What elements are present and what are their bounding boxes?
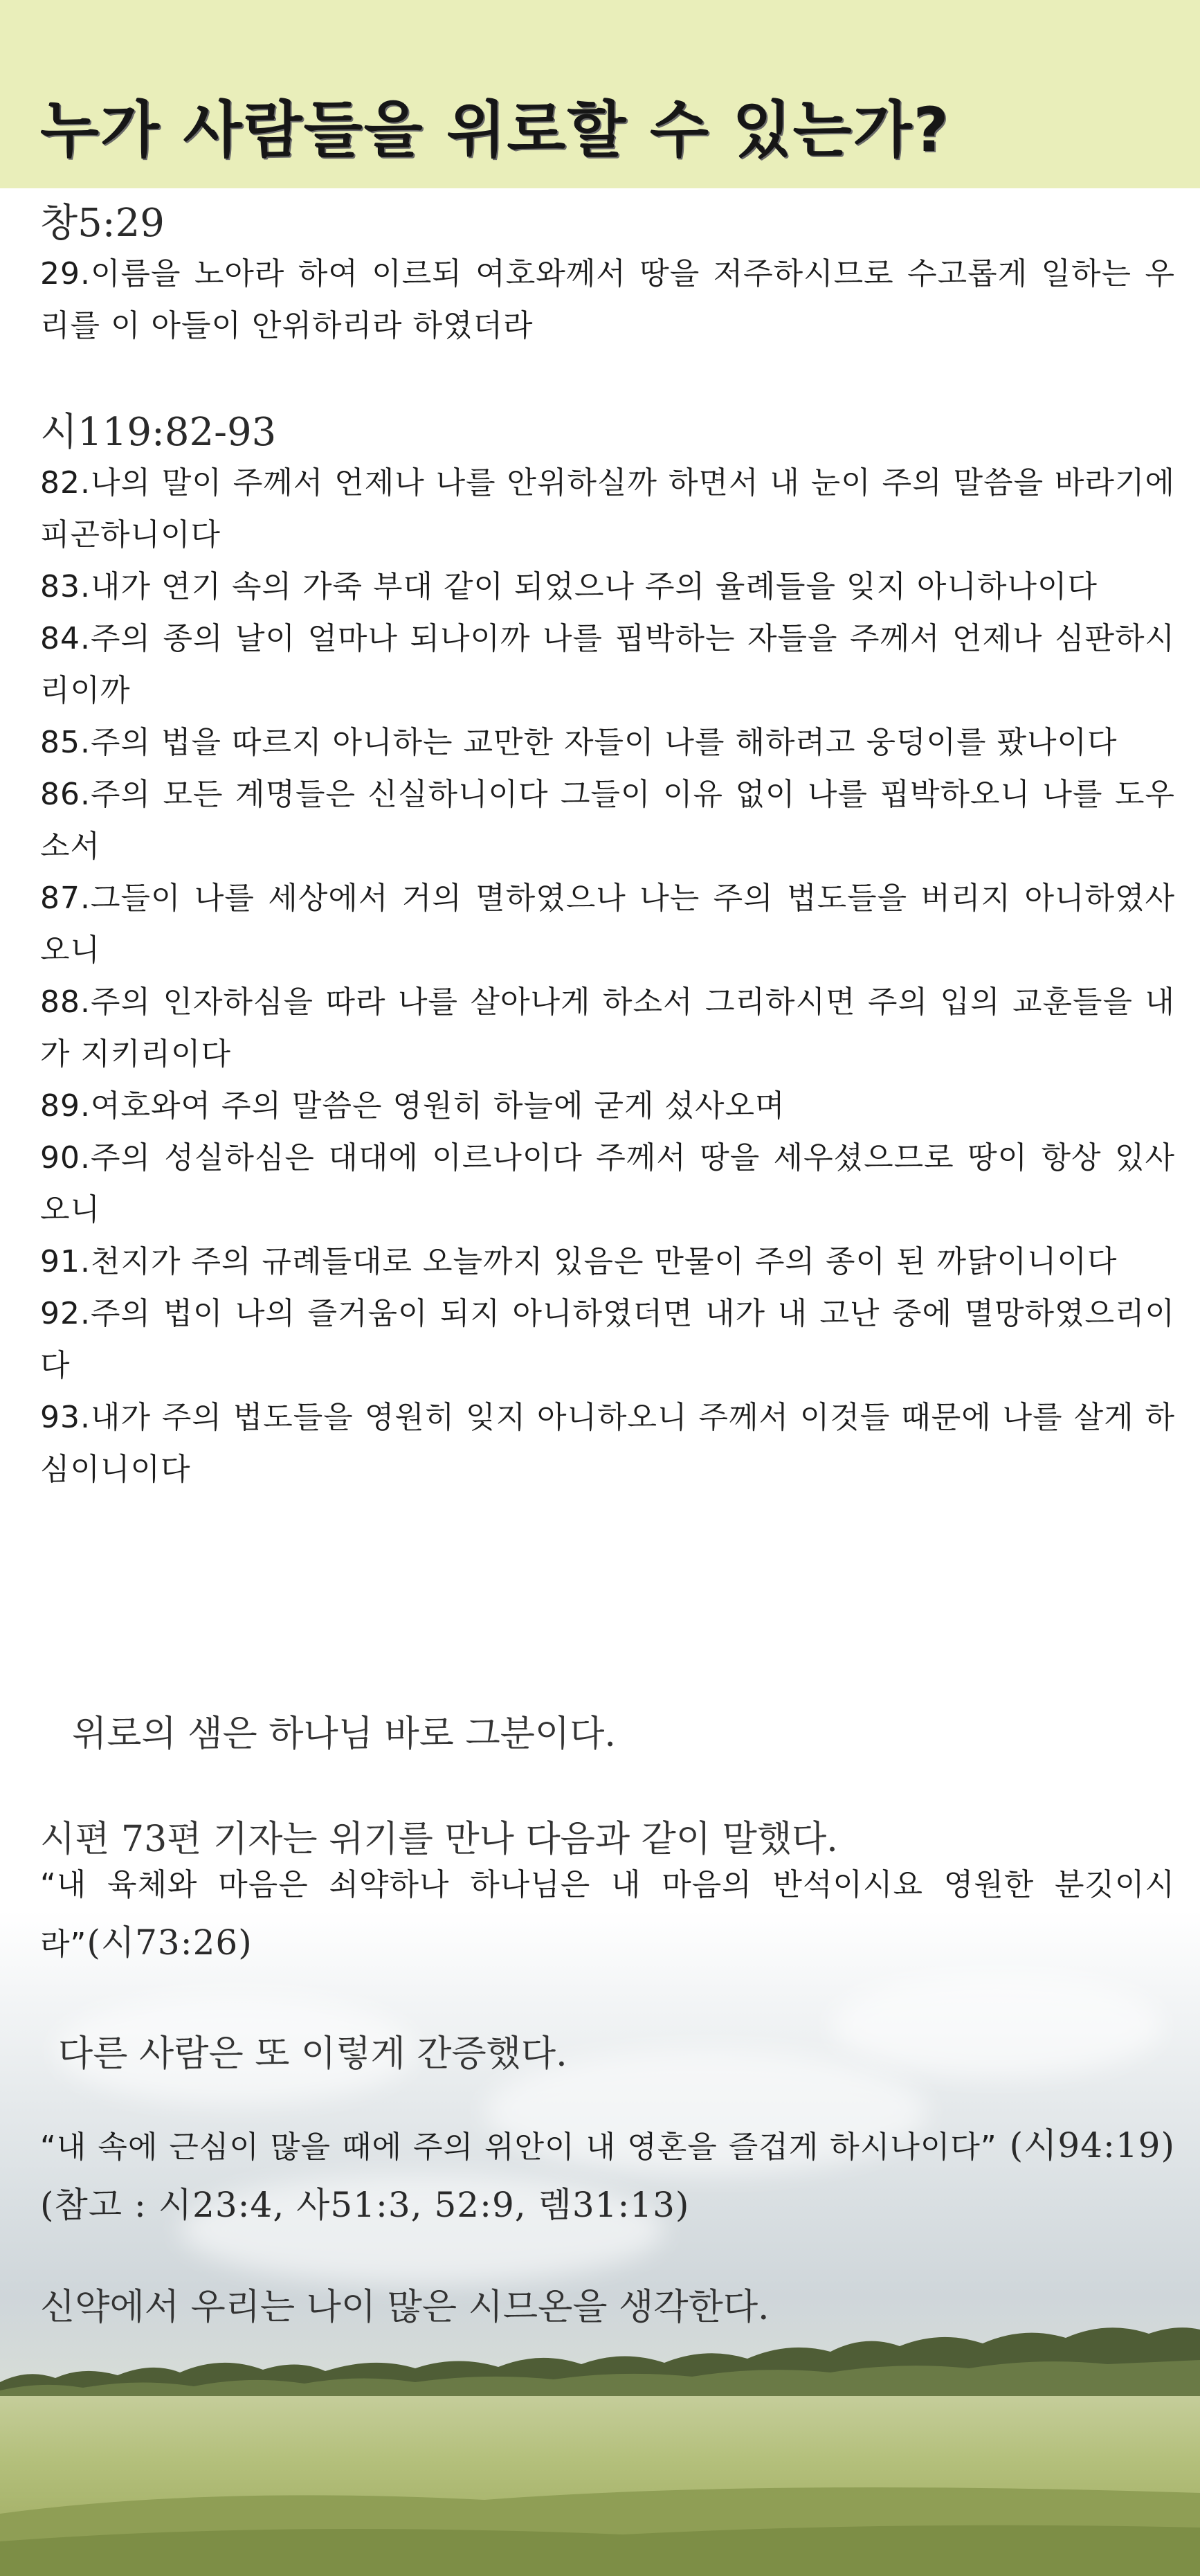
- page-title: 누가 사람들을 위로할 수 있는가?: [40, 94, 950, 165]
- body-line-fountain: 위로의 샘은 하나님 바로 그분이다.: [72, 1713, 616, 1755]
- scripture-section-psalm119: [40, 408, 1175, 1495]
- title-banner: [0, 0, 1200, 188]
- body-line-psalm73: 시편 73편 기자는 위기를 만나 다음과 같이 말했다.: [40, 1819, 838, 1860]
- verse: 84.주의 종의 날이 얼마나 되나이까 나를 핍박하는 자들을 주께서 언제나 심판하시리이까: [40, 621, 1175, 708]
- body-line-simeon: 신약에서 우리는 나이 많은 시므온을 생각한다.: [40, 2287, 770, 2328]
- scripture-reference: 시119:82-93: [40, 410, 277, 455]
- background-landscape: [0, 1911, 1200, 2576]
- quote-text: “내 속에 근심이 많을 때에 주의 위안이 내 영혼을 즐겁게 하시나이다”: [40, 2129, 997, 2165]
- quote-reference: (시94:19) (참고 : 시23:4, 사51:3, 52:9, 렘31:13): [40, 2125, 1175, 2225]
- body-line-testimony: 다른 사람은 또 이렇게 간증했다.: [58, 2033, 567, 2075]
- verse: 82.나의 말이 주께서 언제나 나를 안위하실까 하면서 내 눈이 주의 말씀을 바라기에 피곤하니이다: [40, 465, 1175, 552]
- quote-psalm94: [40, 2120, 1175, 2239]
- quote-psalm73: [40, 1859, 1175, 1976]
- verse: 89.여호와여 주의 말씀은 영원히 하늘에 굳게 섰사오며: [40, 1088, 785, 1124]
- quote-text: “내 육체와 마음은 쇠약하나 하나님은 내 마음의 반석이시요 영원한 분깃이시라”: [40, 1867, 1175, 1962]
- verse: 90.주의 성실하심은 대대에 이르나이다 주께서 땅을 세우셨으므로 땅이 항상 있사오니: [40, 1140, 1175, 1227]
- scripture-section-genesis: [40, 199, 1175, 352]
- verse: 93.내가 주의 법도들을 영원히 잊지 아니하오니 주께서 이것들 때문에 나를 살게 하심이니이다: [40, 1400, 1175, 1487]
- verse: 86.주의 모든 계명들은 신실하니이다 그들이 이유 없이 나를 핍박하오니 나를 도우소서: [40, 777, 1175, 864]
- verse: 85.주의 법을 따르지 아니하는 교만한 자들이 나를 해하려고 웅덩이를 팠나이다: [40, 725, 1118, 760]
- verse: 92.주의 법이 나의 즐거움이 되지 아니하였더면 내가 내 고난 중에 멸망하였으리이다: [40, 1296, 1175, 1383]
- foreground-grass: [0, 2472, 1200, 2576]
- quote-reference: (시73:26): [87, 1922, 253, 1963]
- verse: 88.주의 인자하심을 따라 나를 살아나게 하소서 그리하시면 주의 입의 교훈들을 내가 지키리이다: [40, 984, 1175, 1072]
- verse: 83.내가 연기 속의 가죽 부대 같이 되었으나 주의 율례들을 잊지 아니하나이다: [40, 569, 1098, 604]
- verse: 87.그들이 나를 세상에서 거의 멸하였으나 나는 주의 법도들을 버리지 아니하였사오니: [40, 881, 1175, 968]
- scripture-reference: 창5:29: [40, 201, 165, 246]
- verse: 29.이름을 노아라 하여 이르되 여호와께서 땅을 저주하시므로 수고롭게 일하는 우리를 이 아들이 안위하리라 하였더라: [40, 256, 1175, 343]
- verse: 91.천지가 주의 규례들대로 오늘까지 있음은 만물이 주의 종이 된 까닭이니이다: [40, 1244, 1118, 1279]
